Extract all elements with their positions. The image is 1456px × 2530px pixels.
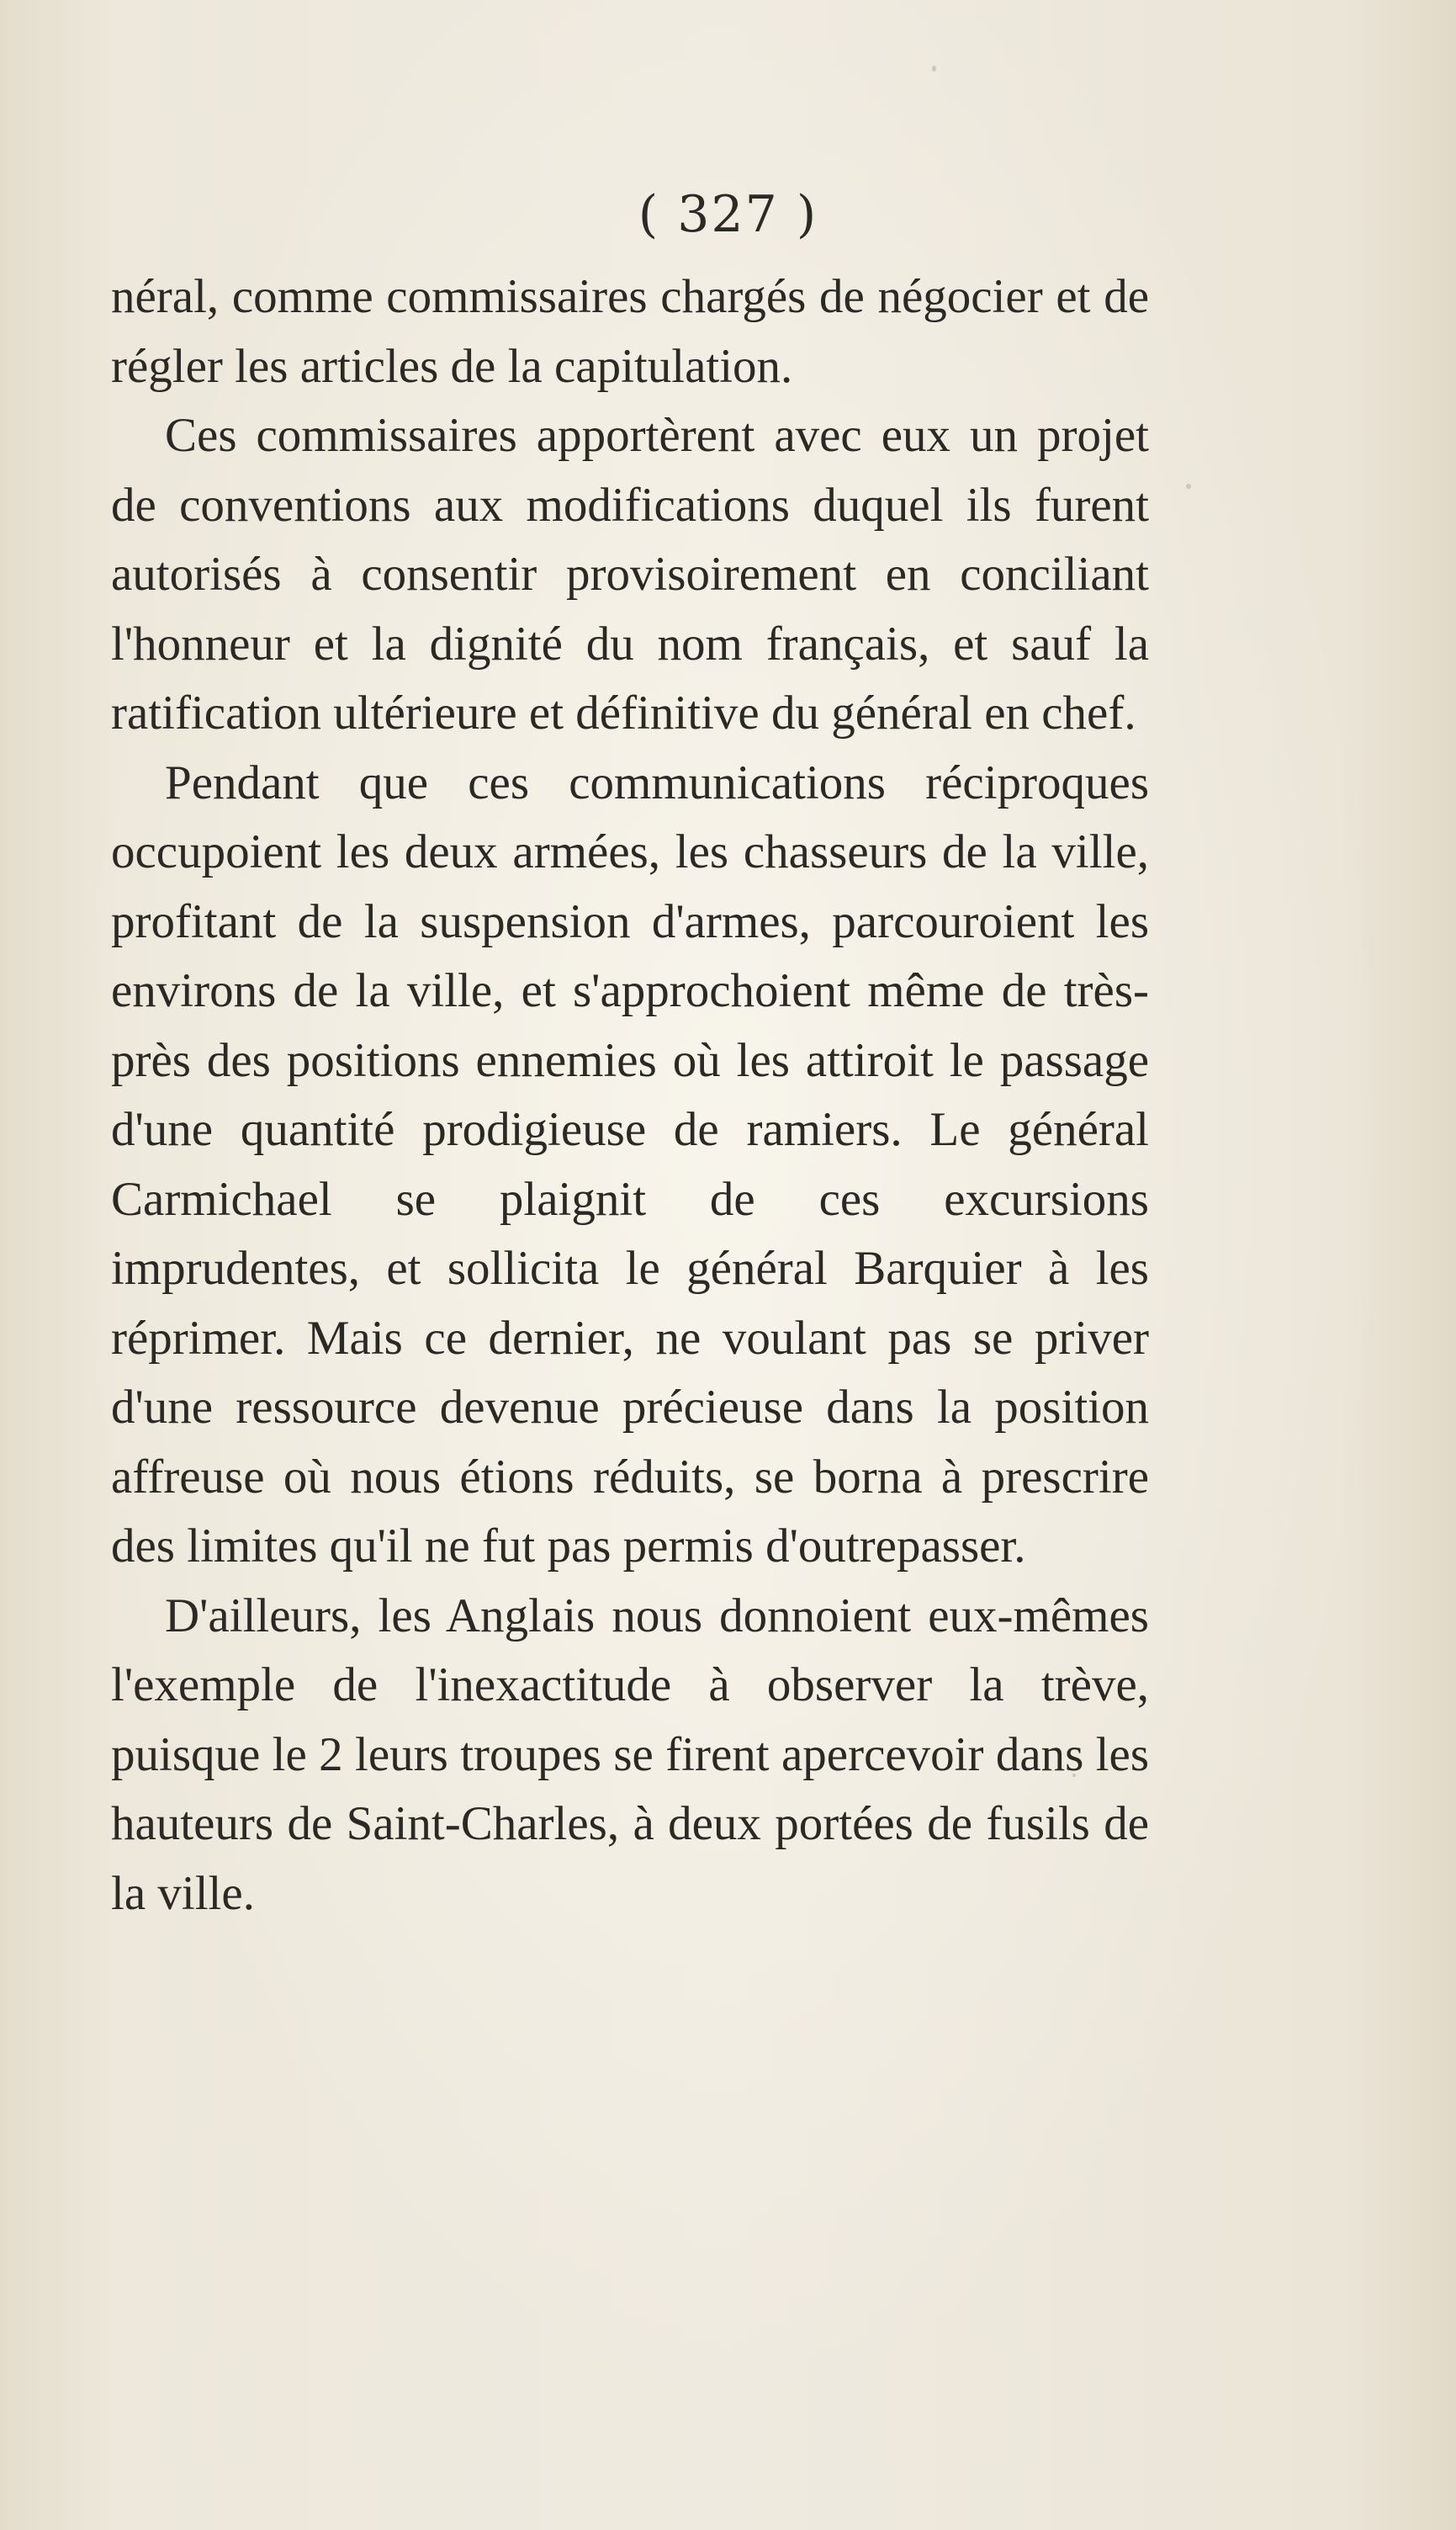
paper-speck [932, 66, 936, 72]
paragraph-continuation: néral, comme commissaires chargés de négocier et de régler les articles de la capitulation. [111, 270, 1149, 393]
paragraph-anglais: D'ailleurs, les Anglais nous donnoient eux-mêmes l'exemple de l'inexactitude à observer la trève, puisque le 2 leurs troupes se firent apercevoir dans les hauteurs de Saint-Charles, à deux portées de fusils de la ville. [111, 1589, 1149, 1920]
paragraph-commissaires: Ces commissaires apportèrent avec eux un projet de conventions aux modifications duquel ils furent autorisés à consentir provisoirement en conciliant l'honneur et la dignité du nom français, et sauf la ratification ultérieure et définitive du général en chef. [111, 409, 1149, 740]
paper-speck [1186, 484, 1191, 489]
page-number: ( 327 ) [638, 185, 818, 244]
paragraph-chasseurs: Pendant que ces communications réciproques occupoient les deux armées, les chasseurs de la ville, profitant de la suspension d'armes, parcouroient les environs de la ville, et s'approchoient même de très-près des positions ennemies où les attiroit le passage d'une quantité prodigieuse de ramiers. Le général Carmichael se plaignit de ces excursions imprudentes, et sollicita le général Barquier à les réprimer. Mais ce dernier, ne voulant pas se priver d'une ressource devenue précieuse dans la position affreuse où nous étions réduits, se borna à prescrire des limites qu'il ne fut pas permis d'outrepasser. [111, 756, 1149, 1573]
body-text [111, 263, 1149, 1928]
